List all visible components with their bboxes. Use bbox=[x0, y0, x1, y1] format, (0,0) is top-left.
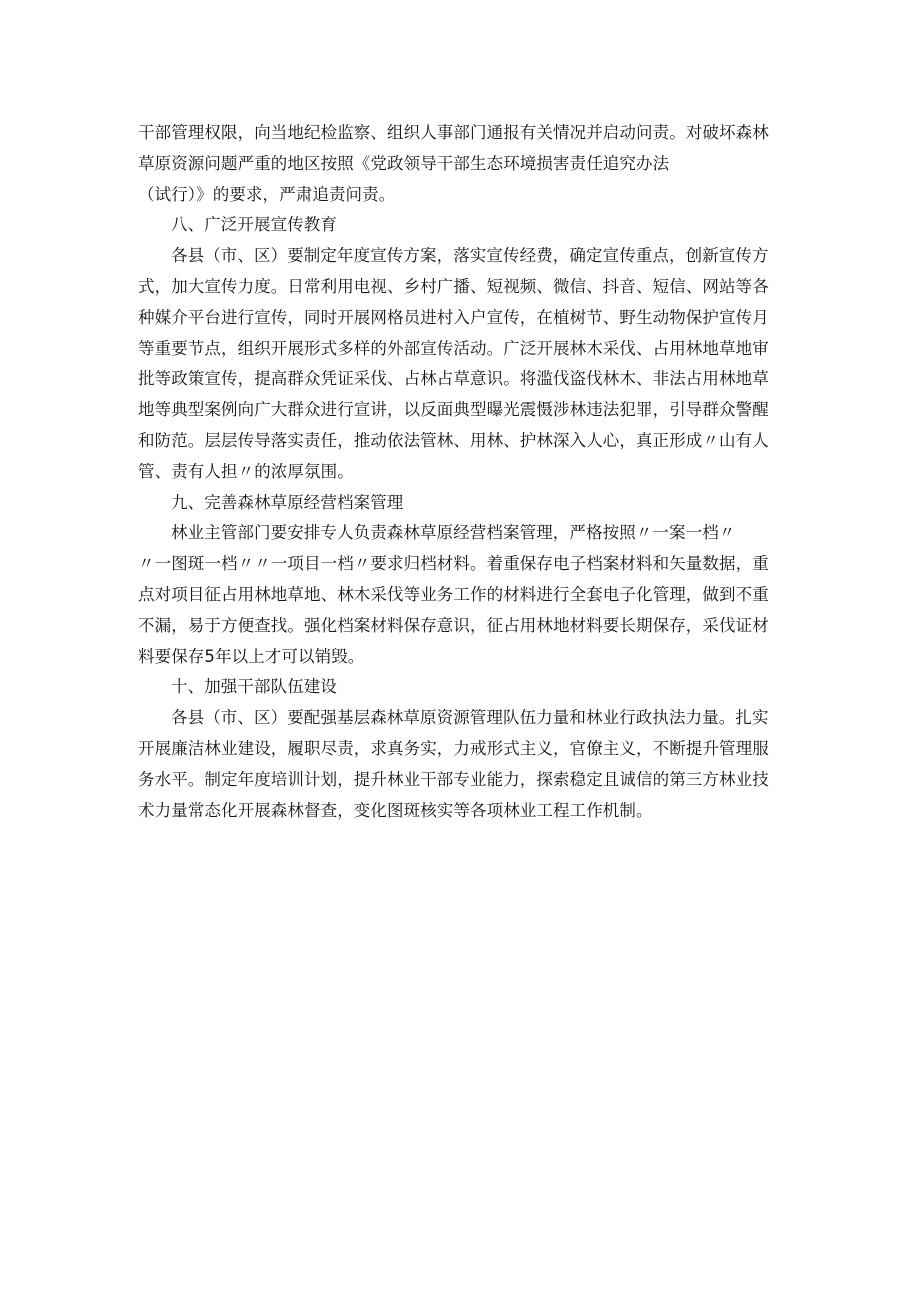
text-line: 和防范。层层传导落实责任，推动依法管林、用林、护林深入人心，真正形成〃山有人 bbox=[138, 430, 769, 450]
text-line: 草原资源问题严重的地区按照《党政领导干部生态环境损害责任追究办法 bbox=[138, 153, 670, 173]
text-line: 各县（市、区）要配强基层森林草原资源管理队伍力量和林业行政执法力量。扎实 bbox=[171, 708, 769, 728]
text-line: 务水平。制定年度培训计划，提升林业干部专业能力，探索稳定且诚信的第三方林业技 bbox=[138, 769, 769, 789]
text-line: 等重要节点，组织开展形式多样的外部宣传活动。广泛开展林木采伐、占用林地草地审 bbox=[138, 338, 769, 358]
text-line: 地等典型案例向广大群众进行宣讲，以反面典型曝光震慑涉林违法犯罪，引导群众警醒 bbox=[138, 400, 769, 420]
text-line: 九、完善森林草原经营档案管理 bbox=[171, 492, 404, 512]
text-line: 不漏，易于方便查找。强化档案材料保存意识，征占用林地材料要长期保存，采伐证材 bbox=[138, 615, 769, 635]
text-line: （试行）》的要求，严肃追责问责。 bbox=[138, 184, 396, 204]
text-line: 式，加大宣传力度。日常利用电视、乡村广播、短视频、微信、抖音、短信、网站等各 bbox=[138, 276, 769, 296]
text-line: 开展廉洁林业建设，履职尽责，求真务实，力戒形式主义，官僚主义，不断提升管理服 bbox=[138, 738, 769, 758]
text-line: 种媒介平台进行宣传，同时开展网格员进村入户宣传，在植树节、野生动物保护宣传月 bbox=[138, 307, 769, 327]
text-line: 各县（市、区）要制定年度宣传方案，落实宣传经费，确定宣传重点，创新宣传方 bbox=[171, 246, 769, 266]
text-line: 〃一图斑一档〃〃一项目一档〃要求归档材料。着重保存电子档案材料和矢量数据，重 bbox=[138, 554, 769, 574]
text-line: 管、责有人担〃的浓厚氛围。 bbox=[138, 461, 354, 481]
text-line: 干部管理权限，向当地纪检监察、组织人事部门通报有关情况并启动问责。对破坏森林 bbox=[138, 123, 769, 142]
text-line: 术力量常态化开展森林督查，变化图斑核实等各项林业工程工作机制。 bbox=[138, 800, 653, 820]
document-body bbox=[138, 118, 788, 826]
text-line: 十、加强干部队伍建设 bbox=[171, 677, 337, 697]
text-line: 林业主管部门要安排专人负责森林草原经营档案管理，严格按照〃一案一档〃 bbox=[171, 523, 736, 543]
text-line: 料要保存5年以上才可以销毁。 bbox=[138, 646, 365, 666]
text-line: 八、广泛开展宣传教育 bbox=[171, 215, 337, 235]
text-line: 点对项目征占用林地草地、林木采伐等业务工作的材料进行全套电子化管理，做到不重 bbox=[138, 584, 769, 604]
text-line: 批等政策宣传，提高群众凭证采伐、占林占草意识。将滥伐盗伐林木、非法占用林地草 bbox=[138, 369, 769, 389]
